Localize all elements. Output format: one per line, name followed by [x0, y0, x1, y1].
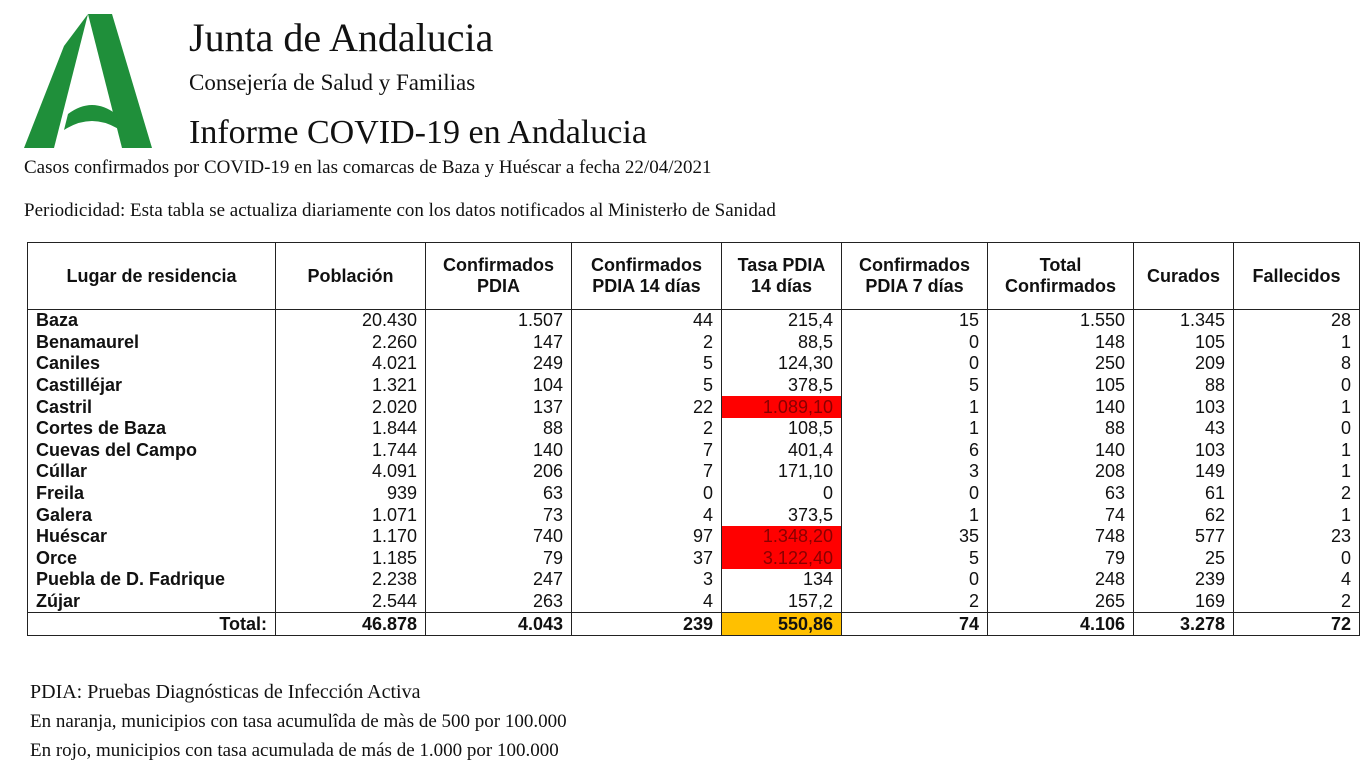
table-cell: 248 [988, 569, 1134, 591]
table-row [28, 591, 1360, 613]
column-header: Curados [1134, 243, 1234, 310]
rate-cell: 108,5 [722, 418, 842, 440]
table-cell: 6 [842, 440, 988, 462]
table-cell: 2 [572, 332, 722, 354]
total-cell: 4.043 [426, 613, 572, 636]
rate-cell: 0 [722, 483, 842, 505]
table-cell: 7 [572, 440, 722, 462]
department-name: Consejería de Salud y Familias [189, 70, 476, 95]
table-cell: 37 [572, 548, 722, 570]
column-header: Población [276, 243, 426, 310]
legend-notes [30, 678, 567, 765]
table-row [28, 440, 1360, 462]
total-cell: 72 [1234, 613, 1360, 636]
table-cell: 104 [426, 375, 572, 397]
rate-cell: 124,30 [722, 353, 842, 375]
table-cell: 0 [842, 332, 988, 354]
table-row [28, 461, 1360, 483]
municipality-name: Huéscar [28, 526, 276, 548]
table-cell: 1.550 [988, 310, 1134, 332]
table-cell: 140 [426, 440, 572, 462]
table-cell: 140 [988, 396, 1134, 418]
table-row [28, 548, 1360, 570]
table-cell: 239 [1134, 569, 1234, 591]
table-cell: 137 [426, 396, 572, 418]
municipality-name: Castilléjar [28, 375, 276, 397]
table-cell: 740 [426, 526, 572, 548]
table-cell: 97 [572, 526, 722, 548]
report-subtitle: Casos confirmados por COVID-19 en las comarcas de Baza y Huéscar a fecha 22/04/2021 [24, 157, 712, 178]
junta-andalucia-logo-icon [24, 12, 152, 148]
table-cell: 1 [1234, 332, 1360, 354]
table-cell: 1 [1234, 504, 1360, 526]
municipality-name: Cortes de Baza [28, 418, 276, 440]
municipality-name: Galera [28, 504, 276, 526]
municipality-name: Cúllar [28, 461, 276, 483]
table-cell: 103 [1134, 440, 1234, 462]
municipality-name: Benamaurel [28, 332, 276, 354]
rate-cell: 3.122,40 [722, 548, 842, 570]
table-cell: 4 [1234, 569, 1360, 591]
table-cell: 0 [1234, 418, 1360, 440]
total-cell: 74 [842, 613, 988, 636]
rate-cell: 1.348,20 [722, 526, 842, 548]
table-cell: 1.507 [426, 310, 572, 332]
rate-cell: 157,2 [722, 591, 842, 613]
table-cell: 0 [842, 483, 988, 505]
table-cell: 1.071 [276, 504, 426, 526]
table-cell: 2.260 [276, 332, 426, 354]
table-cell: 1 [842, 504, 988, 526]
rate-cell: 373,5 [722, 504, 842, 526]
column-header: Confirmados PDIA 7 días [842, 243, 988, 310]
table-cell: 1.170 [276, 526, 426, 548]
note-orange: En naranja, municipios con tasa acumulîda de màs de 500 por 100.000 [30, 711, 567, 732]
periodicity-note: Periodicidad: Esta tabla se actualiza diariamente con los datos notificados al Ministerło de Sanidad [24, 200, 776, 221]
table-cell: 1.844 [276, 418, 426, 440]
column-header: Lugar de residencia [28, 243, 276, 310]
column-header: Tasa PDIA 14 días [722, 243, 842, 310]
table-cell: 2 [1234, 483, 1360, 505]
table-cell: 208 [988, 461, 1134, 483]
column-header: Fallecidos [1234, 243, 1360, 310]
table-cell: 1.345 [1134, 310, 1234, 332]
municipality-name: Cuevas del Campo [28, 440, 276, 462]
table-cell: 1 [842, 418, 988, 440]
table-cell: 0 [572, 483, 722, 505]
total-label: Total: [28, 613, 276, 636]
table-cell: 8 [1234, 353, 1360, 375]
table-cell: 74 [988, 504, 1134, 526]
table-cell: 20.430 [276, 310, 426, 332]
total-cell: 46.878 [276, 613, 426, 636]
table-cell: 748 [988, 526, 1134, 548]
table-cell: 43 [1134, 418, 1234, 440]
column-header: Confirmados PDIA [426, 243, 572, 310]
table-cell: 5 [572, 375, 722, 397]
table-cell: 3 [842, 461, 988, 483]
table-cell: 2 [572, 418, 722, 440]
table-cell: 1.321 [276, 375, 426, 397]
table-cell: 62 [1134, 504, 1234, 526]
table-cell: 169 [1134, 591, 1234, 613]
table-cell: 4 [572, 504, 722, 526]
table-cell: 1 [1234, 396, 1360, 418]
column-header: Total Confirmados [988, 243, 1134, 310]
municipality-name: Orce [28, 548, 276, 570]
table-cell: 0 [842, 353, 988, 375]
municipality-name: Caniles [28, 353, 276, 375]
table-cell: 35 [842, 526, 988, 548]
table-cell: 2.238 [276, 569, 426, 591]
rate-cell: 171,10 [722, 461, 842, 483]
rate-cell: 88,5 [722, 332, 842, 354]
table-cell: 1.744 [276, 440, 426, 462]
table-row [28, 569, 1360, 591]
municipality-name: Freila [28, 483, 276, 505]
total-cell: 3.278 [1134, 613, 1234, 636]
table-cell: 88 [988, 418, 1134, 440]
table-row [28, 526, 1360, 548]
table-cell: 105 [1134, 332, 1234, 354]
table-cell: 939 [276, 483, 426, 505]
table-cell: 1.185 [276, 548, 426, 570]
table-cell: 209 [1134, 353, 1234, 375]
municipality-name: Puebla de D. Fadrique [28, 569, 276, 591]
table-cell: 79 [426, 548, 572, 570]
table-cell: 1 [1234, 440, 1360, 462]
municipality-name: Castril [28, 396, 276, 418]
table-cell: 147 [426, 332, 572, 354]
table-cell: 149 [1134, 461, 1234, 483]
table-cell: 15 [842, 310, 988, 332]
table-cell: 63 [988, 483, 1134, 505]
table-cell: 148 [988, 332, 1134, 354]
org-title: Junta de Andalucia [189, 15, 494, 60]
table-cell: 263 [426, 591, 572, 613]
table-cell: 5 [572, 353, 722, 375]
table-cell: 44 [572, 310, 722, 332]
table-cell: 88 [1134, 375, 1234, 397]
municipality-name: Zújar [28, 591, 276, 613]
table-cell: 249 [426, 353, 572, 375]
covid-data-table [27, 242, 1360, 636]
column-header: Confirmados PDIA 14 días [572, 243, 722, 310]
table-cell: 1 [842, 396, 988, 418]
table-cell: 5 [842, 375, 988, 397]
table-cell: 0 [1234, 375, 1360, 397]
report-title: Informe COVID-19 en Andalucia [189, 114, 647, 151]
table-cell: 4.091 [276, 461, 426, 483]
table-cell: 3 [572, 569, 722, 591]
municipality-name: Baza [28, 310, 276, 332]
rate-cell: 215,4 [722, 310, 842, 332]
table-cell: 22 [572, 396, 722, 418]
table-cell: 0 [1234, 548, 1360, 570]
table-cell: 63 [426, 483, 572, 505]
table-header-row [28, 243, 1360, 310]
table-row [28, 418, 1360, 440]
table-cell: 2 [842, 591, 988, 613]
table-cell: 265 [988, 591, 1134, 613]
total-row [28, 613, 1360, 636]
table-row [28, 483, 1360, 505]
table-cell: 28 [1234, 310, 1360, 332]
rate-cell: 378,5 [722, 375, 842, 397]
table-cell: 247 [426, 569, 572, 591]
rate-cell: 134 [722, 569, 842, 591]
note-pdia: PDIA: Pruebas Diagnósticas de Infección Activa [30, 681, 421, 703]
table-row [28, 310, 1360, 332]
total-cell: 4.106 [988, 613, 1134, 636]
table-cell: 206 [426, 461, 572, 483]
table-row [28, 504, 1360, 526]
table-cell: 2.020 [276, 396, 426, 418]
total-rate-cell: 550,86 [722, 613, 842, 636]
table-cell: 2.544 [276, 591, 426, 613]
rate-cell: 1.089,10 [722, 396, 842, 418]
table-cell: 2 [1234, 591, 1360, 613]
table-cell: 23 [1234, 526, 1360, 548]
note-red: En rojo, municipios con tasa acumulada de más de 1.000 por 100.000 [30, 740, 559, 761]
table-cell: 140 [988, 440, 1134, 462]
table-cell: 25 [1134, 548, 1234, 570]
table-cell: 250 [988, 353, 1134, 375]
table-cell: 4.021 [276, 353, 426, 375]
table-cell: 4 [572, 591, 722, 613]
table-cell: 73 [426, 504, 572, 526]
table-cell: 0 [842, 569, 988, 591]
table-cell: 105 [988, 375, 1134, 397]
table-row [28, 375, 1360, 397]
table-cell: 103 [1134, 396, 1234, 418]
table-cell: 1 [1234, 461, 1360, 483]
table-cell: 88 [426, 418, 572, 440]
table-row [28, 332, 1360, 354]
table-row [28, 396, 1360, 418]
table-cell: 61 [1134, 483, 1234, 505]
rate-cell: 401,4 [722, 440, 842, 462]
table-cell: 577 [1134, 526, 1234, 548]
table-cell: 79 [988, 548, 1134, 570]
table-cell: 7 [572, 461, 722, 483]
total-cell: 239 [572, 613, 722, 636]
table-cell: 5 [842, 548, 988, 570]
table-row [28, 353, 1360, 375]
